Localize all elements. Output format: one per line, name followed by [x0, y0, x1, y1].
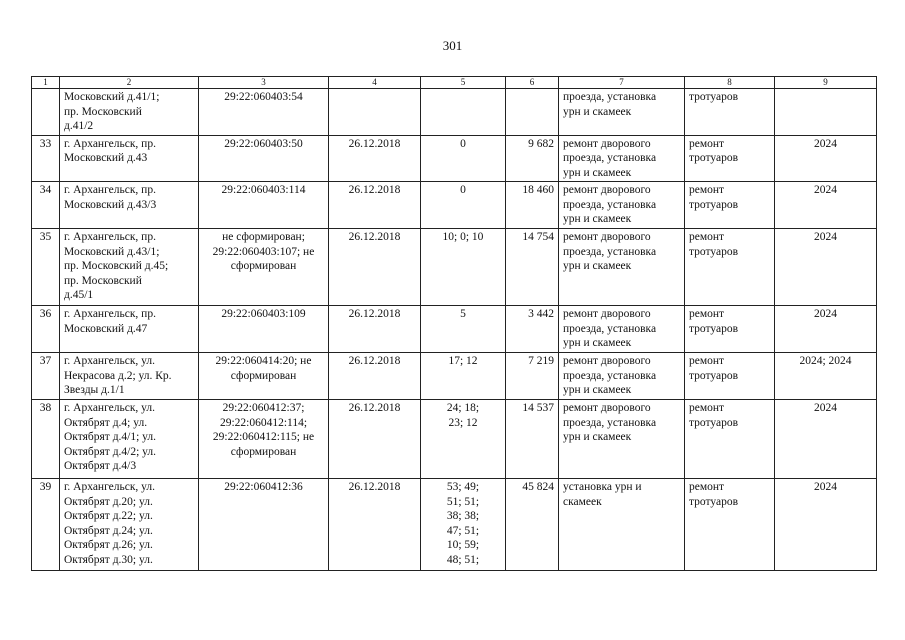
table-row	[32, 182, 877, 229]
area-cell	[506, 89, 559, 136]
row-number-cell: 36	[32, 306, 60, 353]
row-number-cell: 35	[32, 229, 60, 306]
address-cell: г. Архангельск, пр. Московский д.43/1; пр. Московский д.45; пр. Московский д.45/1	[60, 229, 199, 306]
cadastral-number-cell: 29:22:060403:109	[199, 306, 329, 353]
column-header: 1	[32, 77, 60, 89]
year-cell: 2024	[775, 479, 877, 571]
row-number-cell: 38	[32, 400, 60, 479]
row-number-cell: 33	[32, 135, 60, 182]
year-cell: 2024	[775, 400, 877, 479]
row-number-cell: 39	[32, 479, 60, 571]
year-cell: 2024	[775, 135, 877, 182]
count-cell: 17; 12	[421, 353, 506, 400]
count-cell: 0	[421, 182, 506, 229]
address-cell: г. Архангельск, пр. Московский д.43/3	[60, 182, 199, 229]
cadastral-number-cell: 29:22:060403:114	[199, 182, 329, 229]
table-row	[32, 306, 877, 353]
works-cell: ремонт дворового проезда, установка урн и скамеек	[559, 229, 685, 306]
address-cell: г. Архангельск, пр. Московский д.43	[60, 135, 199, 182]
column-header: 2	[60, 77, 199, 89]
count-cell: 5	[421, 306, 506, 353]
repair-cell: ремонт тротуаров	[685, 479, 775, 571]
table-row	[32, 479, 877, 571]
repair-cell: ремонт тротуаров	[685, 229, 775, 306]
date-cell: 26.12.2018	[329, 135, 421, 182]
area-cell: 9 682	[506, 135, 559, 182]
date-cell: 26.12.2018	[329, 182, 421, 229]
count-cell: 24; 18; 23; 12	[421, 400, 506, 479]
column-header: 4	[329, 77, 421, 89]
repair-cell: ремонт тротуаров	[685, 353, 775, 400]
address-cell: г. Архангельск, ул. Некрасова д.2; ул. Кр. Звезды д.1/1	[60, 353, 199, 400]
date-cell: 26.12.2018	[329, 306, 421, 353]
table-row	[32, 89, 877, 136]
count-cell: 10; 0; 10	[421, 229, 506, 306]
works-cell: ремонт дворового проезда, установка урн и скамеек	[559, 400, 685, 479]
table-header-row	[32, 77, 877, 89]
year-cell: 2024	[775, 306, 877, 353]
year-cell: 2024; 2024	[775, 353, 877, 400]
area-cell: 7 219	[506, 353, 559, 400]
cadastral-number-cell: 29:22:060403:54	[199, 89, 329, 136]
date-cell	[329, 89, 421, 136]
table-row	[32, 229, 877, 306]
column-header: 8	[685, 77, 775, 89]
works-cell: ремонт дворового проезда, установка урн и скамеек	[559, 353, 685, 400]
year-cell	[775, 89, 877, 136]
cadastral-number-cell: 29:22:060412:36	[199, 479, 329, 571]
column-header: 7	[559, 77, 685, 89]
table-row	[32, 353, 877, 400]
row-number-cell	[32, 89, 60, 136]
table-row	[32, 400, 877, 479]
works-cell: проезда, установка урн и скамеек	[559, 89, 685, 136]
works-cell: ремонт дворового проезда, установка урн и скамеек	[559, 135, 685, 182]
address-cell: г. Архангельск, пр. Московский д.47	[60, 306, 199, 353]
works-cell: установка урн и скамеек	[559, 479, 685, 571]
register-table	[31, 76, 877, 571]
area-cell: 3 442	[506, 306, 559, 353]
area-cell: 45 824	[506, 479, 559, 571]
row-number-cell: 34	[32, 182, 60, 229]
count-cell	[421, 89, 506, 136]
address-cell: Московский д.41/1; пр. Московский д.41/2	[60, 89, 199, 136]
works-cell: ремонт дворового проезда, установка урн и скамеек	[559, 306, 685, 353]
area-cell: 14 754	[506, 229, 559, 306]
cadastral-number-cell: не сформирован; 29:22:060403:107; не сформирован	[199, 229, 329, 306]
table-row	[32, 135, 877, 182]
repair-cell: ремонт тротуаров	[685, 182, 775, 229]
row-number-cell: 37	[32, 353, 60, 400]
date-cell: 26.12.2018	[329, 353, 421, 400]
column-header: 9	[775, 77, 877, 89]
cadastral-number-cell: 29:22:060412:37; 29:22:060412:114; 29:22:060412:115; не сформирован	[199, 400, 329, 479]
cadastral-number-cell: 29:22:060403:50	[199, 135, 329, 182]
area-cell: 14 537	[506, 400, 559, 479]
repair-cell: ремонт тротуаров	[685, 400, 775, 479]
column-header: 5	[421, 77, 506, 89]
column-header: 3	[199, 77, 329, 89]
count-cell: 53; 49; 51; 51; 38; 38; 47; 51; 10; 59; 48; 51;	[421, 479, 506, 571]
repair-cell: ремонт тротуаров	[685, 306, 775, 353]
address-cell: г. Архангельск, ул. Октябрят д.4; ул. Октябрят д.4/1; ул. Октябрят д.4/2; ул. Октябрят д.4/3	[60, 400, 199, 479]
repair-cell: ремонт тротуаров	[685, 135, 775, 182]
cadastral-number-cell: 29:22:060414:20; не сформирован	[199, 353, 329, 400]
address-cell: г. Архангельск, ул. Октябрят д.20; ул. Октябрят д.22; ул. Октябрят д.24; ул. Октябрят д.26; ул. Октябрят д.30; ул.	[60, 479, 199, 571]
count-cell: 0	[421, 135, 506, 182]
date-cell: 26.12.2018	[329, 479, 421, 571]
year-cell: 2024	[775, 229, 877, 306]
works-cell: ремонт дворового проезда, установка урн и скамеек	[559, 182, 685, 229]
date-cell: 26.12.2018	[329, 400, 421, 479]
page-number: 301	[442, 38, 463, 53]
area-cell: 18 460	[506, 182, 559, 229]
year-cell: 2024	[775, 182, 877, 229]
repair-cell: тротуаров	[685, 89, 775, 136]
column-header: 6	[506, 77, 559, 89]
date-cell: 26.12.2018	[329, 229, 421, 306]
